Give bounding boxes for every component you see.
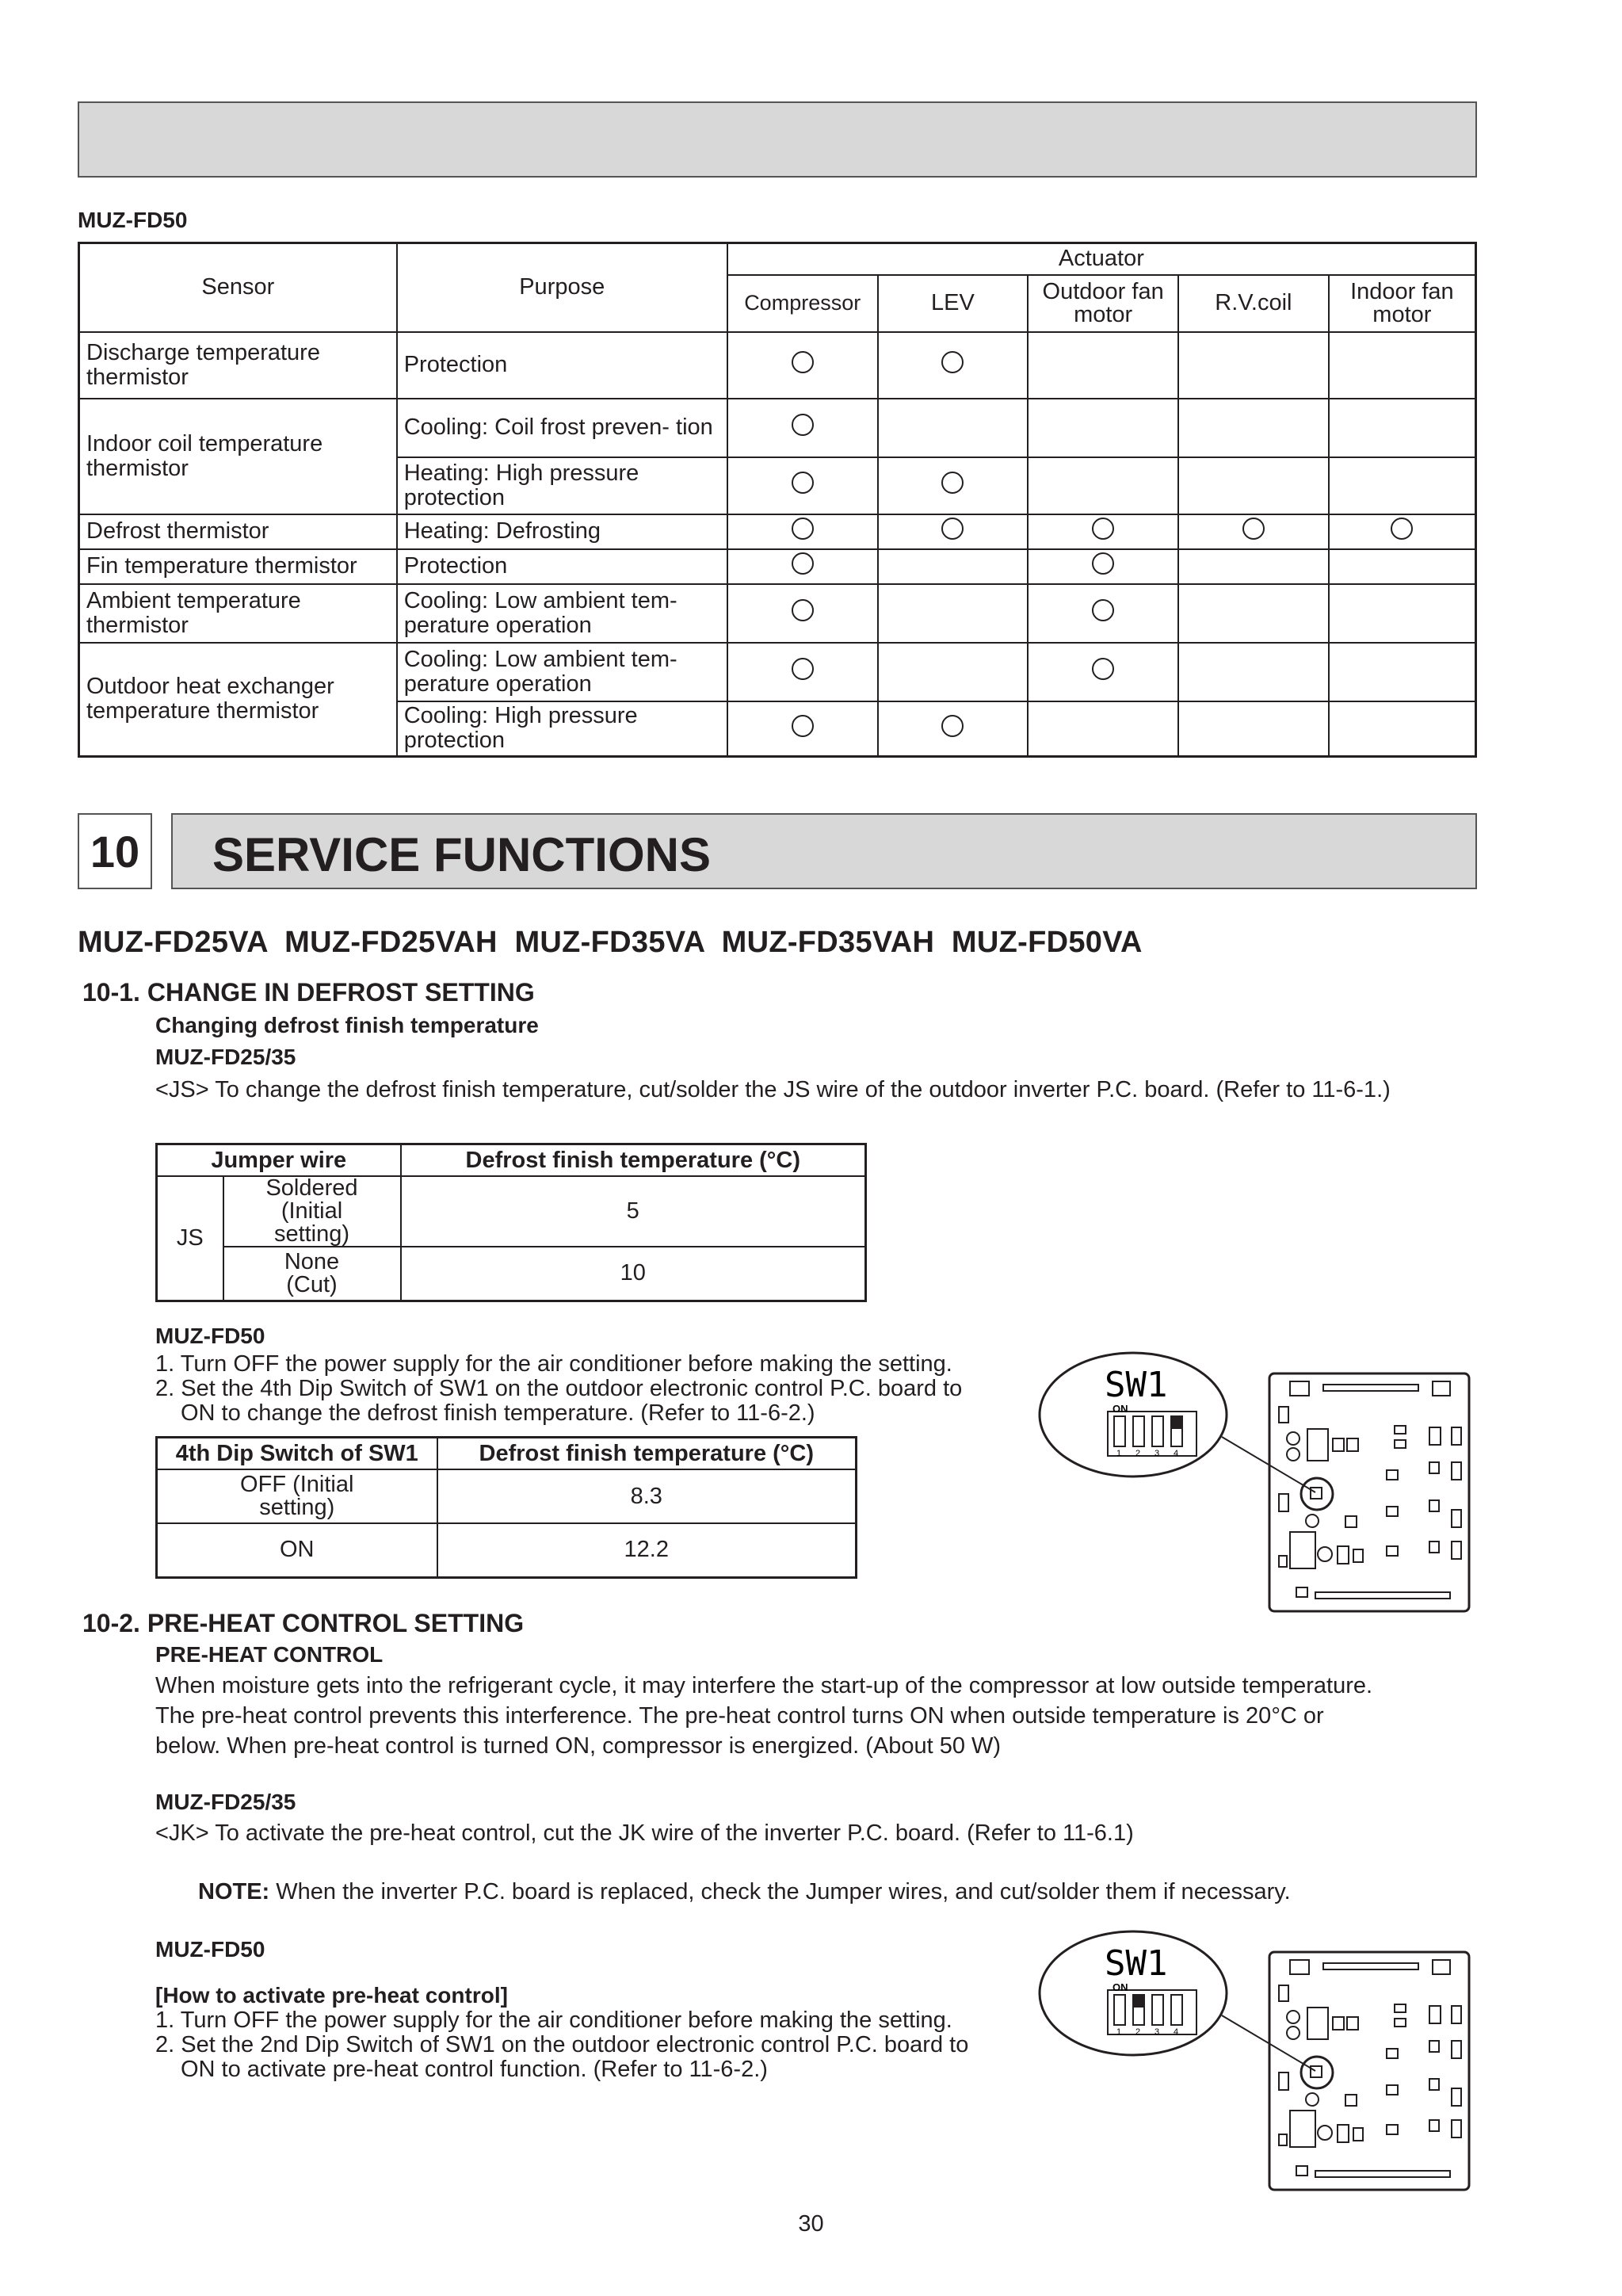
circle-mark-icon [792,518,814,540]
col-actuator-header: Actuator [727,243,1476,275]
model-fd50-a: MUZ-FD50 [155,1324,265,1348]
actuator-mark-cell [727,701,878,757]
col-sensor-header: Sensor [79,243,397,332]
purpose-cell: Heating: Defrosting [397,514,727,549]
actuator-mark-cell [1028,643,1178,701]
sensor-table [78,242,1477,758]
pc-board [1269,1373,1469,1611]
js-cell: JS [157,1176,223,1301]
preheat-line-2: The pre-heat control prevents this interference. The pre-heat control turns ON when outside temperature is 20°C or [155,1703,1324,1729]
circle-mark-icon [1242,518,1265,540]
dip-header: 4th Dip Switch of SW1 [157,1438,437,1470]
dip-switch-table [155,1436,857,1579]
actuator-mark-cell [1329,549,1476,584]
preheat-step-1: 1. Turn OFF the power supply for the air conditioner before making the setting. [155,2008,952,2033]
circle-mark-icon [941,351,964,373]
actuator-mark-cell [1028,549,1178,584]
circle-mark-icon [792,414,814,436]
purpose-cell: Protection [397,332,727,399]
sw1-label: SW1 [1105,1365,1168,1405]
actuator-mark-cell [878,514,1029,549]
heading-10-2: 10-2. PRE-HEAT CONTROL SETTING [82,1609,525,1637]
off-value: 8.3 [437,1469,857,1523]
purpose-cell: Cooling: Low ambient tem- perature operation [397,584,727,643]
header-bar [78,101,1477,178]
how-to-heading: [How to activate pre-heat control] [155,1983,508,2008]
circle-mark-icon [1092,599,1114,621]
circle-mark-icon [941,518,964,540]
circle-mark-icon [792,715,814,737]
circle-mark-icon [1092,518,1114,540]
circle-mark-icon [792,351,814,373]
actuator-lev: LEV [878,275,1029,332]
actuator-mark-cell [1028,701,1178,757]
pc-board [1269,1952,1469,2190]
sensor-cell: Ambient temperature thermistor [79,584,397,643]
on-value: 12.2 [437,1523,857,1577]
svg-text:4: 4 [1174,1449,1179,1458]
circle-mark-icon [941,472,964,494]
actuator-mark-cell [878,584,1029,643]
actuator-mark-cell [727,399,878,457]
actuator-mark-cell [727,514,878,549]
circle-mark-icon [792,658,814,680]
on-cell: ON [157,1523,437,1577]
sensor-row [79,643,1476,701]
sensor-row [79,584,1476,643]
on-label: ON [1113,1403,1128,1415]
actuator-mark-cell [1178,399,1329,457]
preheat-line-1: When moisture gets into the refrigerant cycle, it may interfere the start-up of the compressor at low outside temperature. [155,1673,1373,1698]
actuator-mark-cell [878,457,1029,514]
sensor-row [79,514,1476,549]
model-fd50-b: MUZ-FD50 [155,1937,265,1962]
defrost-step-2: 2. Set the 4th Dip Switch of SW1 on the outdoor electronic control P.C. board to [155,1376,963,1401]
actuator-mark-cell [1329,584,1476,643]
defrost-step-2-cont: ON to change the defrost finish temperature. (Refer to 11-6-2.) [181,1400,815,1426]
circle-mark-icon [1092,658,1114,680]
actuator-mark-cell [1028,332,1178,399]
defrost-temp-header: Defrost finish temperature (°C) [401,1144,866,1177]
note-text: When the inverter P.C. board is replaced, check the Jumper wires, and cut/solder them if necessary. [269,1879,1291,1904]
svg-text:3: 3 [1154,2027,1160,2037]
actuator-rv-coil: R.V.coil [1178,275,1329,332]
model-label: MUZ-FD50 [78,208,188,232]
sensor-cell: Outdoor heat exchanger temperature thermistor [79,643,397,757]
jumper-table [155,1143,867,1302]
preheat-line-3: below. When pre-heat control is turned ON, compressor is energized. (About 50 W) [155,1733,1002,1759]
svg-text:4: 4 [1174,2027,1179,2037]
svg-text:2: 2 [1135,2027,1141,2037]
actuator-mark-cell [1329,643,1476,701]
actuator-mark-cell [727,549,878,584]
svg-text:1: 1 [1116,1449,1122,1458]
models-line: MUZ-FD25VA MUZ-FD25VAH MUZ-FD35VA MUZ-FD35VAH MUZ-FD50VA [78,926,1143,959]
off-cell: OFF (Initial setting) [157,1469,437,1523]
model-fd25-35: MUZ-FD25/35 [155,1045,296,1069]
preheat-step-2: 2. Set the 2nd Dip Switch of SW1 on the outdoor electronic control P.C. board to [155,2032,969,2057]
actuator-mark-cell [1028,457,1178,514]
col-purpose-header: Purpose [397,243,727,332]
model-fd25-35-b: MUZ-FD25/35 [155,1790,296,1814]
note [198,1877,1291,1907]
actuator-mark-cell [727,643,878,701]
jk-instruction: <JK> To activate the pre-heat control, cut the JK wire of the inverter P.C. board. (Refer to 11-6.1) [155,1820,1134,1846]
actuator-mark-cell [1329,457,1476,514]
actuator-mark-cell [1178,549,1329,584]
actuator-mark-cell [1329,332,1476,399]
js-instruction: <JS> To change the defrost finish temperature, cut/solder the JS wire of the outdoor inverter P.C. board. (Refer to 11-6-1.) [155,1077,1391,1102]
defrost-steps [155,1352,962,1426]
svg-text:3: 3 [1154,1449,1160,1458]
actuator-mark-cell [878,332,1029,399]
actuator-mark-cell [878,643,1029,701]
actuator-outdoor-fan: Outdoor fan motor [1028,275,1178,332]
purpose-cell: Cooling: High pressure protection [397,701,727,757]
jumper-header: Jumper wire [157,1144,401,1177]
circle-mark-icon [941,715,964,737]
subheading-preheat: PRE-HEAT CONTROL [155,1642,384,1667]
soldered-value: 5 [401,1176,866,1247]
svg-text:2: 2 [1135,1449,1141,1458]
on-label: ON [1113,1981,1128,1993]
sw1-board-figure-2 [1038,1930,1482,2191]
actuator-mark-cell [1178,332,1329,399]
sensor-row [79,549,1476,584]
circle-mark-icon [792,552,814,575]
purpose-cell: Cooling: Low ambient tem- perature operation [397,643,727,701]
sensor-cell: Defrost thermistor [79,514,397,549]
actuator-indoor-fan: Indoor fan motor [1329,275,1476,332]
actuator-mark-cell [1329,701,1476,757]
actuator-mark-cell [1028,399,1178,457]
sw1-board-figure-1 [1038,1351,1482,1613]
actuator-mark-cell [1178,643,1329,701]
heading-10-1: 10-1. CHANGE IN DEFROST SETTING [82,978,535,1007]
sensor-cell: Indoor coil temperature thermistor [79,399,397,514]
dip-temp-header: Defrost finish temperature (°C) [437,1438,857,1470]
actuator-mark-cell [1028,584,1178,643]
circle-mark-icon [1391,518,1413,540]
actuator-mark-cell [878,399,1029,457]
purpose-cell: Protection [397,549,727,584]
actuator-compressor: Compressor [727,275,878,332]
note-label: NOTE: [198,1879,270,1904]
actuator-mark-cell [1028,514,1178,549]
preheat-step-2-cont: ON to activate pre-heat control function. (Refer to 11-6-2.) [181,2057,768,2082]
soldered-cell: Soldered (Initial setting) [223,1176,401,1247]
sw1-label: SW1 [1105,1943,1168,1984]
circle-mark-icon [792,599,814,621]
none-value: 10 [401,1247,866,1301]
section-title: SERVICE FUNCTIONS [212,828,711,881]
sensor-row [79,332,1476,399]
circle-mark-icon [1092,552,1114,575]
actuator-mark-cell [878,549,1029,584]
actuator-mark-cell [727,457,878,514]
purpose-cell: Cooling: Coil frost preven- tion [397,399,727,457]
svg-text:1: 1 [1116,2027,1122,2037]
section-number: 10 [78,813,152,889]
page-number: 30 [798,2211,824,2237]
sensor-cell: Fin temperature thermistor [79,549,397,584]
actuator-mark-cell [1178,514,1329,549]
sensor-cell: Discharge temperature thermistor [79,332,397,399]
actuator-mark-cell [1178,457,1329,514]
actuator-mark-cell [878,701,1029,757]
purpose-cell: Heating: High pressure protection [397,457,727,514]
circle-mark-icon [792,472,814,494]
actuator-mark-cell [1178,701,1329,757]
defrost-step-1: 1. Turn OFF the power supply for the air conditioner before making the setting. [155,1351,952,1377]
actuator-mark-cell [727,584,878,643]
actuator-mark-cell [727,332,878,399]
actuator-mark-cell [1329,399,1476,457]
subheading-defrost: Changing defrost finish temperature [155,1013,539,1037]
sensor-row [79,399,1476,457]
actuator-mark-cell [1329,514,1476,549]
none-cell: None (Cut) [223,1247,401,1301]
actuator-mark-cell [1178,584,1329,643]
preheat-steps [155,2008,968,2082]
preheat-paragraph [155,1671,1372,1761]
